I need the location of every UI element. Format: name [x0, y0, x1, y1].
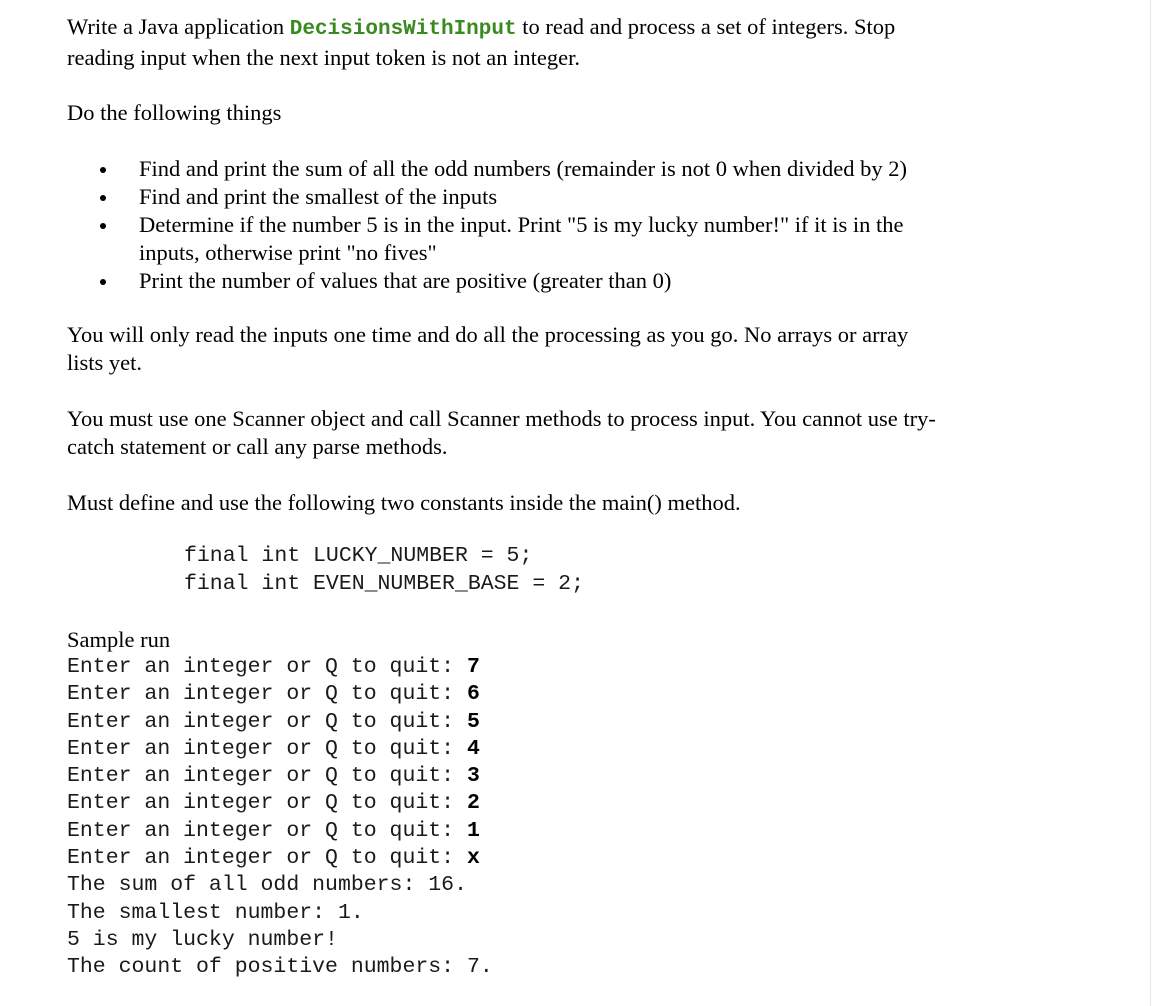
intro-prefix: Write a Java application	[67, 14, 290, 39]
console-prompt: Enter an integer or Q to quit:	[67, 682, 467, 707]
console-prompt-line	[67, 763, 493, 790]
console-input: x	[466, 846, 480, 871]
intro-line2: reading input when the next input token is not an integer.	[67, 45, 581, 70]
read-once-line2: lists yet.	[67, 350, 143, 375]
console-prompt-line	[67, 654, 493, 681]
bullet-icon	[100, 167, 106, 173]
sample-run-console	[67, 654, 493, 982]
list-item-text: Find and print the sum of all the odd numbers (remainder is not 0 when divided by 2)	[139, 156, 907, 181]
console-prompt-line	[67, 736, 493, 763]
intro-paragraph	[67, 13, 895, 72]
console-prompt-line	[67, 790, 493, 817]
console-prompt: Enter an integer or Q to quit:	[67, 846, 467, 871]
list-item	[67, 211, 1067, 267]
console-prompt: Enter an integer or Q to quit:	[67, 764, 467, 789]
console-prompt-line	[67, 818, 493, 845]
console-input: 5	[466, 709, 480, 734]
console-output-line: 5 is my lucky number!	[67, 927, 338, 952]
console-output-line: The smallest number: 1.	[67, 900, 364, 925]
list-item-text-cont: inputs, otherwise print "no fives"	[139, 240, 437, 265]
list-item-text: Find and print the smallest of the inputs	[139, 184, 498, 209]
requirements-list	[67, 155, 1067, 295]
scanner-line1: You must use one Scanner object and call Scanner methods to process input. You cannot use try-	[67, 406, 936, 431]
console-prompt: Enter an integer or Q to quit:	[67, 736, 467, 761]
console-output-line: The count of positive numbers: 7.	[67, 955, 493, 980]
intro-line1-suffix: to read and process a set of integers. Stop	[516, 14, 896, 39]
constant-line: final int EVEN_NUMBER_BASE = 2;	[184, 571, 584, 596]
console-input: 4	[466, 736, 480, 761]
bullet-icon	[100, 223, 106, 229]
console-output-line: The sum of all odd numbers: 16.	[67, 873, 467, 898]
console-input: 3	[466, 764, 480, 789]
list-item	[67, 183, 1067, 211]
list-item-text: Determine if the number 5 is in the input. Print "5 is my lucky number!" if it is in the	[139, 212, 904, 237]
scanner-paragraph	[67, 405, 936, 461]
console-prompt-line	[67, 681, 493, 708]
console-input: 6	[466, 682, 480, 707]
class-name: DecisionsWithInput	[289, 18, 517, 41]
constants-code-block	[184, 543, 584, 598]
console-prompt-line	[67, 709, 493, 736]
constants-paragraph: Must define and use the following two constants inside the main() method.	[67, 490, 741, 515]
console-prompt: Enter an integer or Q to quit:	[67, 791, 467, 816]
list-item	[67, 267, 1067, 295]
console-prompt-line	[67, 845, 493, 872]
console-prompt: Enter an integer or Q to quit:	[67, 709, 467, 734]
bullet-icon	[100, 279, 106, 285]
do-following-heading: Do the following things	[67, 100, 282, 125]
bullet-icon	[100, 195, 106, 201]
scanner-line2: catch statement or call any parse methods.	[67, 434, 448, 459]
list-item-text: Print the number of values that are positive (greater than 0)	[139, 268, 672, 293]
constant-line: final int LUCKY_NUMBER = 5;	[184, 544, 533, 568]
console-prompt: Enter an integer or Q to quit:	[67, 818, 467, 843]
console-input: 2	[466, 791, 480, 816]
read-once-line1: You will only read the inputs one time and do all the processing as you go. No arrays or array	[67, 322, 909, 347]
list-item	[67, 155, 1067, 183]
console-input: 7	[466, 655, 480, 679]
read-once-paragraph	[67, 321, 908, 377]
console-prompt: Enter an integer or Q to quit:	[67, 655, 467, 679]
sample-run-title: Sample run	[67, 627, 171, 652]
console-input: 1	[466, 818, 480, 843]
